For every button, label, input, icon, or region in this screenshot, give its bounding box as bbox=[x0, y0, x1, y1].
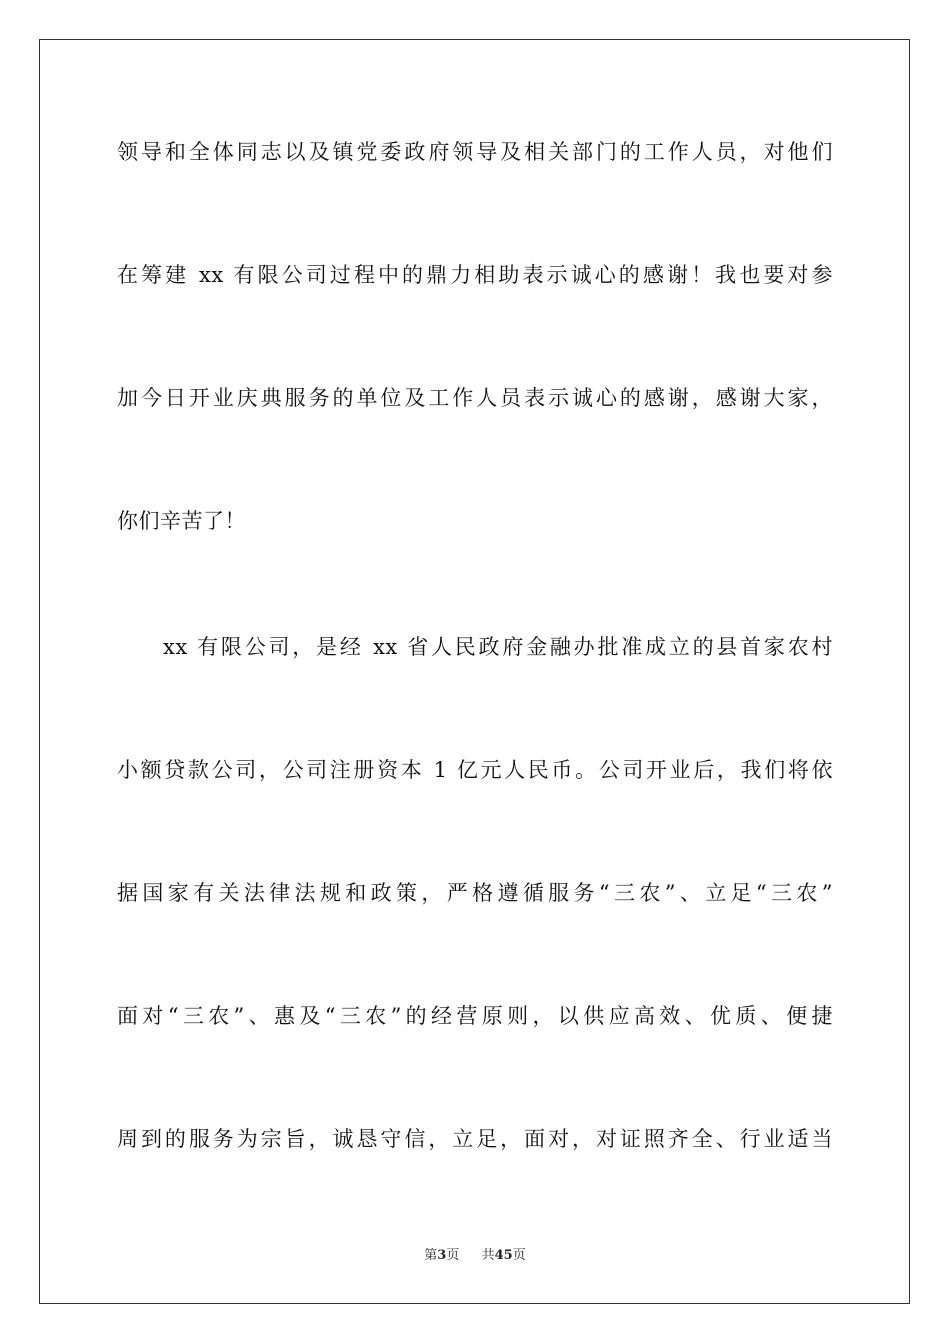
text-line: 在筹建 xx 有限公司过程中的鼎力相助表示诚心的感谢！我也要对参 bbox=[117, 263, 833, 287]
text-line: 面对“三农”、惠及“三农”的经营原则，以供应高效、优质、便捷 bbox=[117, 1004, 833, 1028]
page-suffix: 页 bbox=[446, 1248, 460, 1263]
page-prefix: 第 bbox=[424, 1248, 438, 1263]
total-suffix: 页 bbox=[512, 1248, 526, 1263]
page-border bbox=[39, 39, 910, 1304]
text-line: 据国家有关法律法规和政策，严格遵循服务“三农”、立足“三农” bbox=[117, 881, 833, 905]
text-line: 周到的服务为宗旨，诚恳守信，立足，面对，对证照齐全、行业适当 bbox=[117, 1127, 833, 1151]
text-line: 加今日开业庆典服务的单位及工作人员表示诚心的感谢，感谢大家， bbox=[117, 386, 833, 410]
page-indicator bbox=[424, 1247, 459, 1265]
total-pages-indicator bbox=[482, 1247, 526, 1265]
total-pages: 45 bbox=[494, 1248, 513, 1263]
page-footer bbox=[0, 1247, 950, 1265]
text-line: 领导和全体同志以及镇党委政府领导及相关部门的工作人员，对他们 bbox=[117, 140, 833, 164]
text-line: xx 有限公司，是经 xx 省人民政府金融办批准成立的县首家农村 bbox=[163, 635, 833, 659]
total-prefix: 共 bbox=[481, 1248, 495, 1263]
page-number: 3 bbox=[437, 1248, 447, 1263]
text-line: 小额贷款公司，公司注册资本 1 亿元人民币。公司开业后，我们将依 bbox=[117, 758, 833, 782]
text-line: 你们辛苦了！ bbox=[117, 509, 246, 533]
